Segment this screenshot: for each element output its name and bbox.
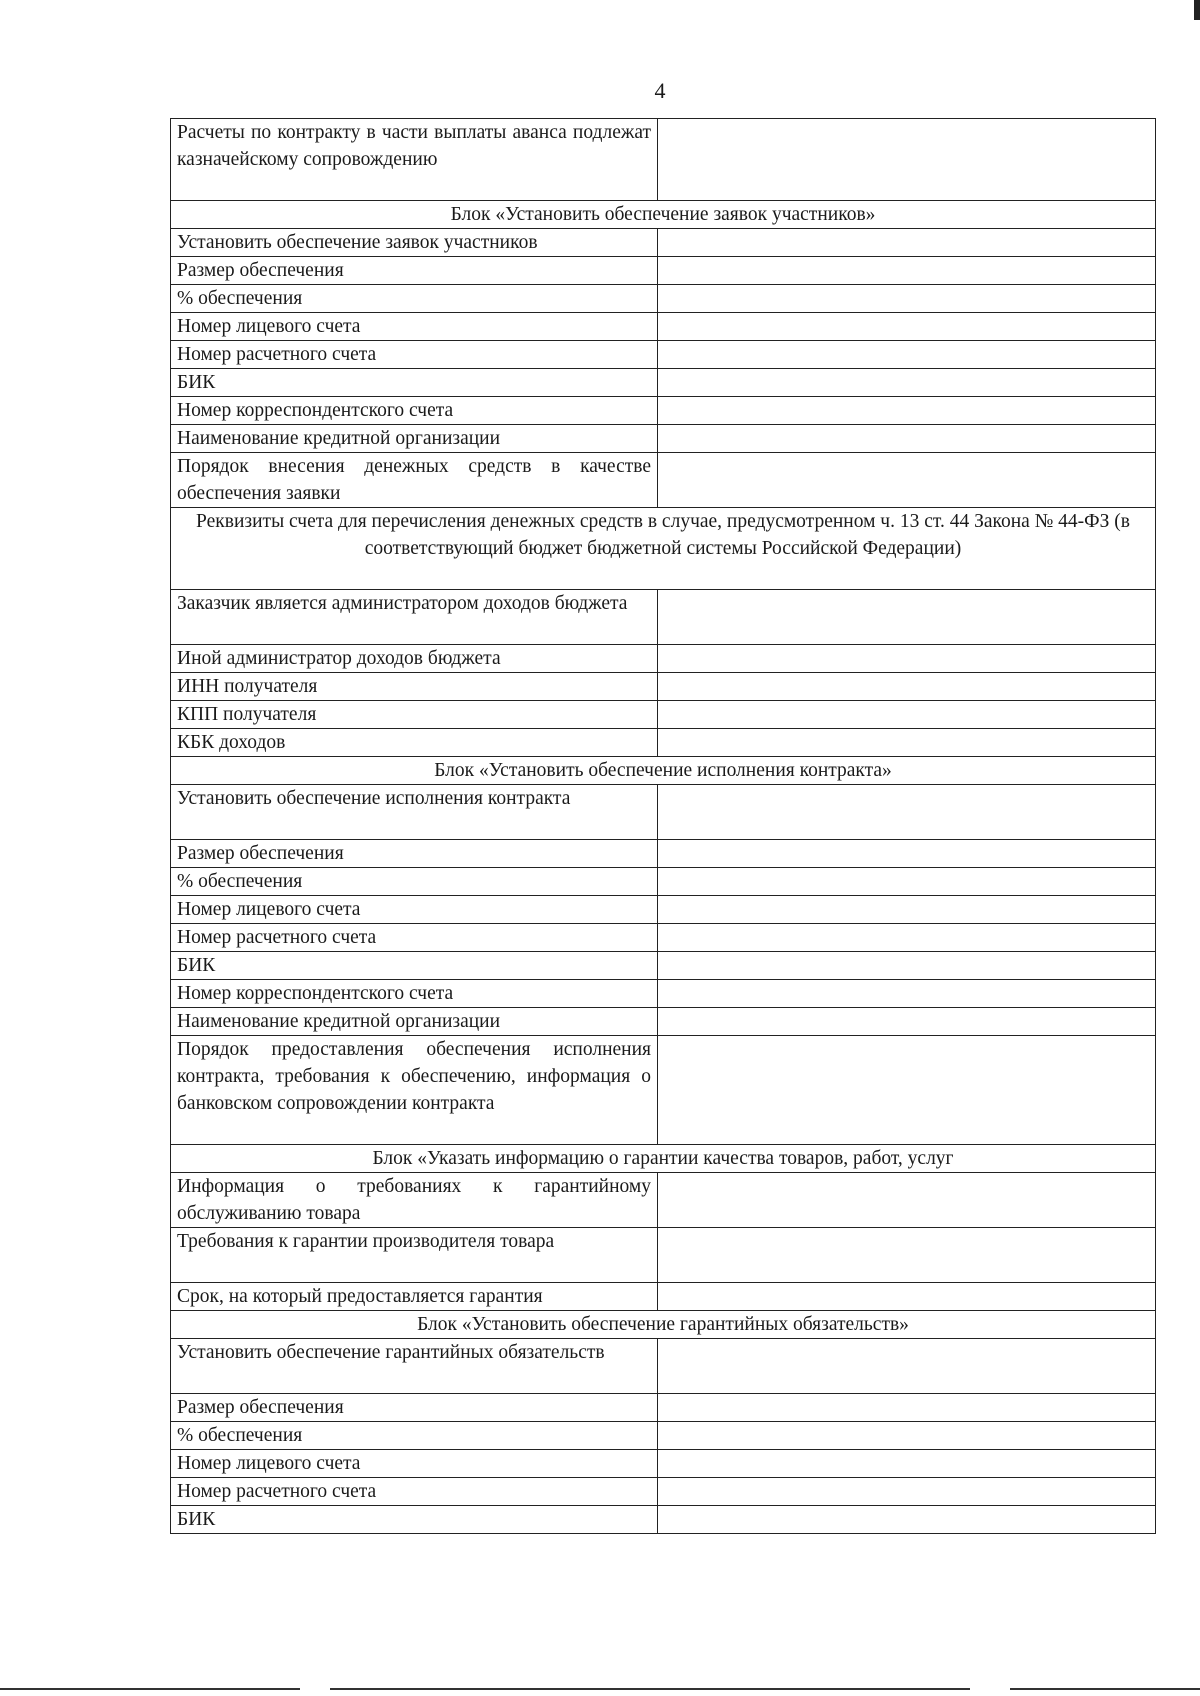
field-value [658, 729, 1156, 757]
field-label: Размер обеспечения [171, 840, 658, 868]
field-value [658, 590, 1156, 645]
form-field-row [171, 645, 1156, 673]
field-label: ИНН получателя [171, 673, 658, 701]
field-value [658, 645, 1156, 673]
field-label: Номер корреспондентского счета [171, 980, 658, 1008]
bottom-rule-left [0, 1688, 300, 1690]
field-value [658, 1008, 1156, 1036]
field-label: БИК [171, 369, 658, 397]
field-label: Номер корреспондентского счета [171, 397, 658, 425]
field-label: БИК [171, 952, 658, 980]
field-label: % обеспечения [171, 1422, 658, 1450]
field-label: Наименование кредитной организации [171, 425, 658, 453]
field-label: Номер расчетного счета [171, 341, 658, 369]
procurement-form-table [170, 118, 1156, 1534]
field-label: Информация о требованиях к гарантийному обслуживанию товара [171, 1173, 658, 1228]
field-label: Номер лицевого счета [171, 1450, 658, 1478]
form-field-row [171, 1506, 1156, 1534]
field-label: КПП получателя [171, 701, 658, 729]
field-value [658, 980, 1156, 1008]
field-value [658, 1339, 1156, 1394]
form-field-row [171, 453, 1156, 508]
bottom-rule-mid [330, 1688, 970, 1690]
field-label: Иной администратор доходов бюджета [171, 645, 658, 673]
field-label: КБК доходов [171, 729, 658, 757]
field-value [658, 701, 1156, 729]
field-label: Заказчик является администратором доходов бюджета [171, 590, 658, 645]
field-label: Номер расчетного счета [171, 1478, 658, 1506]
form-field-row [171, 257, 1156, 285]
field-label: Номер лицевого счета [171, 896, 658, 924]
form-field-row [171, 369, 1156, 397]
form-field-row [171, 1339, 1156, 1394]
field-value [658, 896, 1156, 924]
field-value [658, 1450, 1156, 1478]
table-body [171, 119, 1156, 1534]
field-label: Требования к гарантии производителя товара [171, 1228, 658, 1283]
form-field-row [171, 785, 1156, 840]
form-field-row [171, 924, 1156, 952]
field-label: БИК [171, 1506, 658, 1534]
block-title: Реквизиты счета для перечисления денежных средств в случае, предусмотренном ч. 13 ст. 44 Закона № 44-ФЗ (в соответствующий бюджет бюджетной системы Российской Федерации) [171, 508, 1156, 590]
field-value [658, 119, 1156, 201]
form-field-row [171, 868, 1156, 896]
field-label: Порядок предоставления обеспечения исполнения контракта, требования к обеспечению, информация о банковском сопровождении контракта [171, 1036, 658, 1145]
field-label: % обеспечения [171, 868, 658, 896]
form-field-row [171, 1036, 1156, 1145]
field-value [658, 313, 1156, 341]
field-value [658, 1173, 1156, 1228]
field-label: Номер лицевого счета [171, 313, 658, 341]
form-field-row [171, 229, 1156, 257]
form-field-row [171, 1008, 1156, 1036]
form-field-row [171, 1228, 1156, 1283]
field-value [658, 229, 1156, 257]
field-label: Расчеты по контракту в части выплаты аванса подлежат казначейскому сопровождению [171, 119, 658, 201]
block-title: Блок «Установить обеспечение гарантийных обязательств» [171, 1311, 1156, 1339]
block-title: Блок «Указать информацию о гарантии качества товаров, работ, услуг [171, 1145, 1156, 1173]
block-title: Блок «Установить обеспечение исполнения контракта» [171, 757, 1156, 785]
field-label: Порядок внесения денежных средств в качестве обеспечения заявки [171, 453, 658, 508]
block-header-row [171, 508, 1156, 590]
scan-edge-mark [1194, 0, 1200, 20]
field-label: Размер обеспечения [171, 257, 658, 285]
field-value [658, 1283, 1156, 1311]
bottom-rule-right [1010, 1688, 1200, 1690]
form-field-row [171, 1173, 1156, 1228]
block-header-row [171, 201, 1156, 229]
form-field-row [171, 1283, 1156, 1311]
form-field-row [171, 729, 1156, 757]
form-field-row [171, 285, 1156, 313]
field-value [658, 840, 1156, 868]
form-field-row [171, 1478, 1156, 1506]
field-value [658, 257, 1156, 285]
field-value [658, 453, 1156, 508]
form-field-row [171, 1422, 1156, 1450]
field-value [658, 425, 1156, 453]
field-value [658, 1394, 1156, 1422]
field-label: Срок, на который предоставляется гарантия [171, 1283, 658, 1311]
form-field-row [171, 119, 1156, 201]
form-field-row [171, 952, 1156, 980]
field-value [658, 1036, 1156, 1145]
field-value [658, 673, 1156, 701]
field-label: Установить обеспечение гарантийных обязательств [171, 1339, 658, 1394]
field-value [658, 924, 1156, 952]
form-field-row [171, 341, 1156, 369]
form-field-row [171, 840, 1156, 868]
field-value [658, 341, 1156, 369]
field-label: Размер обеспечения [171, 1394, 658, 1422]
field-value [658, 1422, 1156, 1450]
form-field-row [171, 425, 1156, 453]
field-value [658, 285, 1156, 313]
block-title: Блок «Установить обеспечение заявок участников» [171, 201, 1156, 229]
block-header-row [171, 757, 1156, 785]
field-value [658, 785, 1156, 840]
form-field-row [171, 896, 1156, 924]
block-header-row [171, 1311, 1156, 1339]
form-field-row [171, 590, 1156, 645]
form-field-row [171, 1394, 1156, 1422]
form-field-row [171, 1450, 1156, 1478]
block-header-row [171, 1145, 1156, 1173]
form-field-row [171, 673, 1156, 701]
form-field-row [171, 397, 1156, 425]
form-field-row [171, 980, 1156, 1008]
form-field-row [171, 313, 1156, 341]
field-value [658, 1506, 1156, 1534]
field-value [658, 397, 1156, 425]
field-value [658, 1228, 1156, 1283]
field-value [658, 868, 1156, 896]
field-label: Номер расчетного счета [171, 924, 658, 952]
form-field-row [171, 701, 1156, 729]
field-label: Установить обеспечение исполнения контракта [171, 785, 658, 840]
field-value [658, 369, 1156, 397]
field-label: Установить обеспечение заявок участников [171, 229, 658, 257]
field-label: % обеспечения [171, 285, 658, 313]
page-number: 4 [654, 78, 666, 103]
field-value [658, 952, 1156, 980]
field-label: Наименование кредитной организации [171, 1008, 658, 1036]
field-value [658, 1478, 1156, 1506]
